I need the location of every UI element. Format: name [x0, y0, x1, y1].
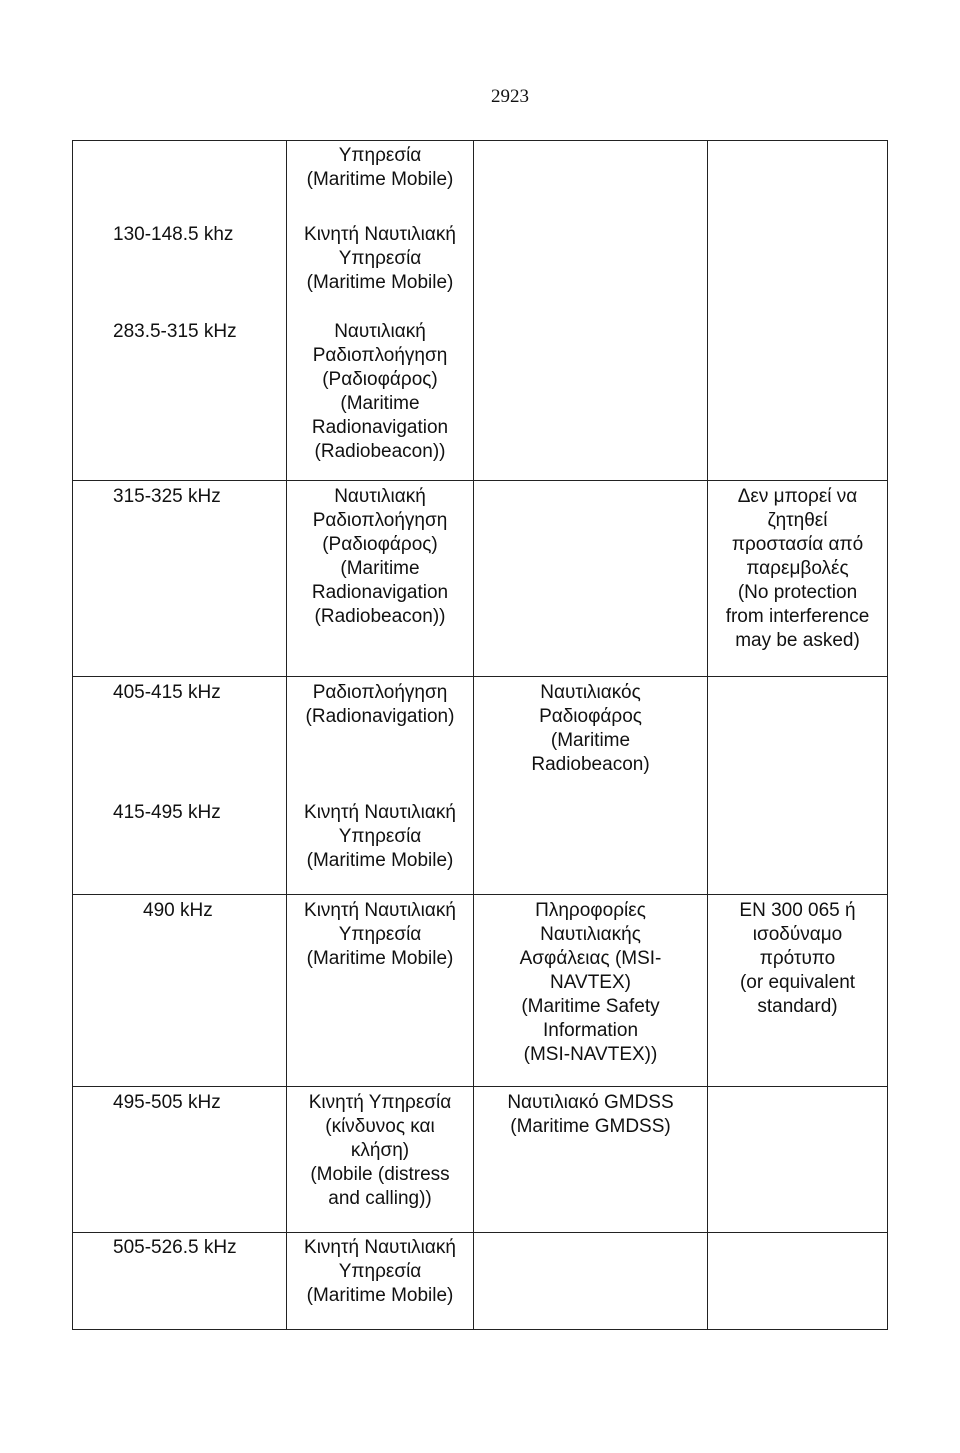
- note-cell: Δεν μπορεί να ζητηθεί προστασία από παρεμβολές (No protection from interference may be asked): [708, 481, 888, 677]
- table-row: [73, 481, 888, 677]
- band-cell: 505-526.5 kHz: [73, 1233, 287, 1330]
- note-cell: [708, 320, 888, 481]
- service-cell: Κινητή Ναυτιλιακή Υπηρεσία (Maritime Mobile): [287, 799, 474, 895]
- application-cell: Ναυτιλιακό GMDSS (Maritime GMDSS): [474, 1087, 708, 1233]
- band-cell: [73, 141, 287, 223]
- band-cell: 490 kHz: [73, 895, 287, 1087]
- note-cell: [708, 223, 888, 320]
- note-cell: [708, 1087, 888, 1233]
- note-cell: [708, 677, 888, 799]
- application-cell: [474, 481, 708, 677]
- application-cell: [474, 223, 708, 320]
- table-row: [73, 799, 888, 895]
- table-row: [73, 141, 888, 223]
- service-cell: Υπηρεσία (Maritime Mobile): [287, 141, 474, 223]
- application-cell: [474, 799, 708, 895]
- service-cell: Ναυτιλιακή Ραδιοπλοήγηση (Ραδιοφάρος) (Maritime Radionavigation (Radiobeacon)): [287, 320, 474, 481]
- band-cell: 495-505 kHz: [73, 1087, 287, 1233]
- application-cell: [474, 320, 708, 481]
- application-cell: Πληροφορίες Ναυτιλιακής Ασφάλειας (MSI- NAVTEX) (Maritime Safety Information (MSI-NAVTEX)): [474, 895, 708, 1087]
- note-cell: [708, 141, 888, 223]
- frequency-allocation-table: [72, 140, 888, 1330]
- table-row: [73, 320, 888, 481]
- application-cell: [474, 1233, 708, 1330]
- application-cell: [474, 141, 708, 223]
- table-row: [73, 895, 888, 1087]
- service-cell: Ραδιοπλοήγηση (Radionavigation): [287, 677, 474, 799]
- page-number: 2923: [491, 86, 529, 107]
- band-cell: 405-415 kHz: [73, 677, 287, 799]
- service-cell: Κινητή Υπηρεσία (κίνδυνος και κλήση) (Mobile (distress and calling)): [287, 1087, 474, 1233]
- table-row: [73, 1087, 888, 1233]
- table-row: [73, 677, 888, 799]
- note-cell: [708, 1233, 888, 1330]
- note-cell: EN 300 065 ή ισοδύναμο πρότυπο (or equivalent standard): [708, 895, 888, 1087]
- band-cell: 283.5-315 kHz: [73, 320, 287, 481]
- table-row: [73, 1233, 888, 1330]
- band-cell: 130-148.5 khz: [73, 223, 287, 320]
- service-cell: Κινητή Ναυτιλιακή Υπηρεσία (Maritime Mobile): [287, 895, 474, 1087]
- band-cell: 315-325 kHz: [73, 481, 287, 677]
- service-cell: Κινητή Ναυτιλιακή Υπηρεσία (Maritime Mobile): [287, 223, 474, 320]
- table-row: [73, 223, 888, 320]
- note-cell: [708, 799, 888, 895]
- band-cell: 415-495 kHz: [73, 799, 287, 895]
- service-cell: Κινητή Ναυτιλιακή Υπηρεσία (Maritime Mobile): [287, 1233, 474, 1330]
- application-cell: Ναυτιλιακός Ραδιοφάρος (Maritime Radiobeacon): [474, 677, 708, 799]
- service-cell: Ναυτιλιακή Ραδιοπλοήγηση (Ραδιοφάρος) (Maritime Radionavigation (Radiobeacon)): [287, 481, 474, 677]
